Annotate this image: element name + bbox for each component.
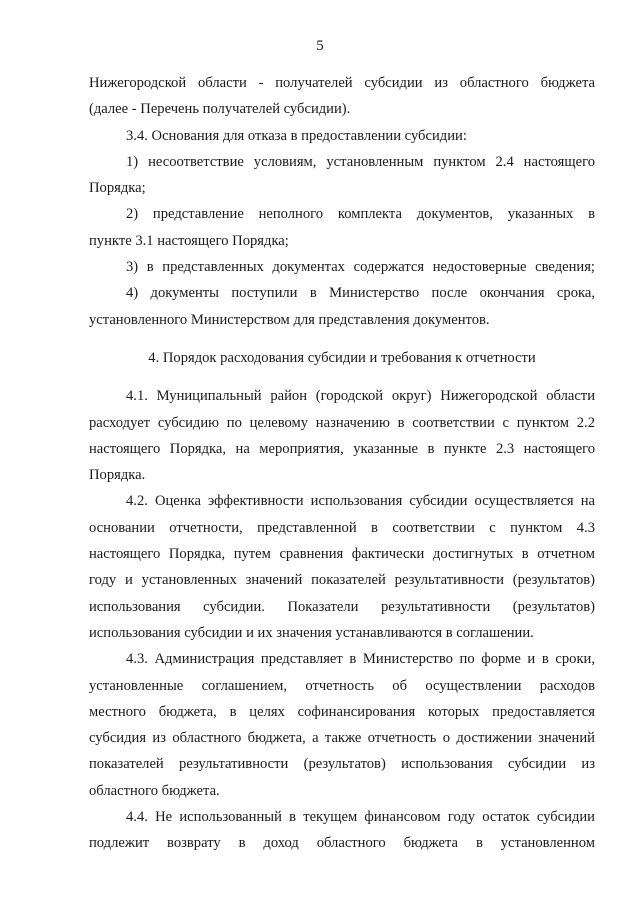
- text-line: основании отчетности, представленной в соответствии с пунктом 4.3: [89, 519, 595, 536]
- text-line: Порядка;: [89, 180, 146, 197]
- text-line: расходует субсидию по целевому назначению в соответствии с пунктом 2.2: [89, 414, 595, 431]
- text-line: 4.2. Оценка эффективности использования субсидии осуществляется на: [126, 493, 595, 510]
- text-line: установленного Министерством для представления документов.: [89, 311, 490, 328]
- text-line: 3.4. Основания для отказа в предоставлении субсидии:: [126, 127, 467, 144]
- text-line: местного бюджета, в целях софинансирования которых предоставляется: [89, 703, 595, 720]
- text-line: (далее - Перечень получателей субсидии).: [89, 101, 351, 118]
- text-line: показателей результативности (результатов) использования субсидии из: [89, 756, 595, 773]
- text-line: Нижегородской области - получателей субсидии из областного бюджета: [89, 75, 595, 91]
- text-line: настоящего Порядка, на мероприятия, указанные в пункте 2.3 настоящего: [89, 440, 595, 457]
- text-line: использования субсидии и их значения устанавливаются в соглашении.: [89, 624, 534, 641]
- text-line: году и установленных значений показателей результативности (результатов): [89, 572, 595, 589]
- text-line: 4) документы поступили в Министерство после окончания срока,: [126, 285, 595, 302]
- text-line: 2) представление неполного комплекта документов, указанных в: [126, 206, 595, 223]
- text-line: 4.3. Администрация представляет в Министерство по форме и в сроки,: [126, 651, 595, 668]
- section-heading: 4. Порядок расходования субсидии и требования к отчетности: [148, 349, 536, 366]
- text-line: настоящего Порядка, путем сравнения фактически достигнутых в отчетном: [89, 546, 595, 563]
- text-line: 3) в представленных документах содержатся недостоверные сведения;: [126, 259, 595, 276]
- text-line: областного бюджета.: [89, 782, 220, 799]
- text-line: установленные соглашением, отчетность об осуществлении расходов: [89, 677, 595, 694]
- text-line: субсидия из областного бюджета, а также отчетность о достижении значений: [89, 730, 595, 747]
- text-line: 1) несоответствие условиям, установленным пунктом 2.4 настоящего: [126, 153, 595, 170]
- text-line: 4.1. Муниципальный район (городской округ) Нижегородской области: [126, 388, 595, 405]
- text-line: пункте 3.1 настоящего Порядка;: [89, 232, 289, 249]
- page-number: 5: [316, 38, 324, 54]
- text-line: 4.4. Не использованный в текущем финансовом году остаток субсидии: [126, 809, 595, 826]
- text-line: использования субсидии. Показатели результативности (результатов): [89, 598, 595, 615]
- text-line: подлежит возврату в доход областного бюджета в установленном: [89, 835, 595, 852]
- document-body: [89, 70, 595, 857]
- text-line: Порядка.: [89, 467, 146, 484]
